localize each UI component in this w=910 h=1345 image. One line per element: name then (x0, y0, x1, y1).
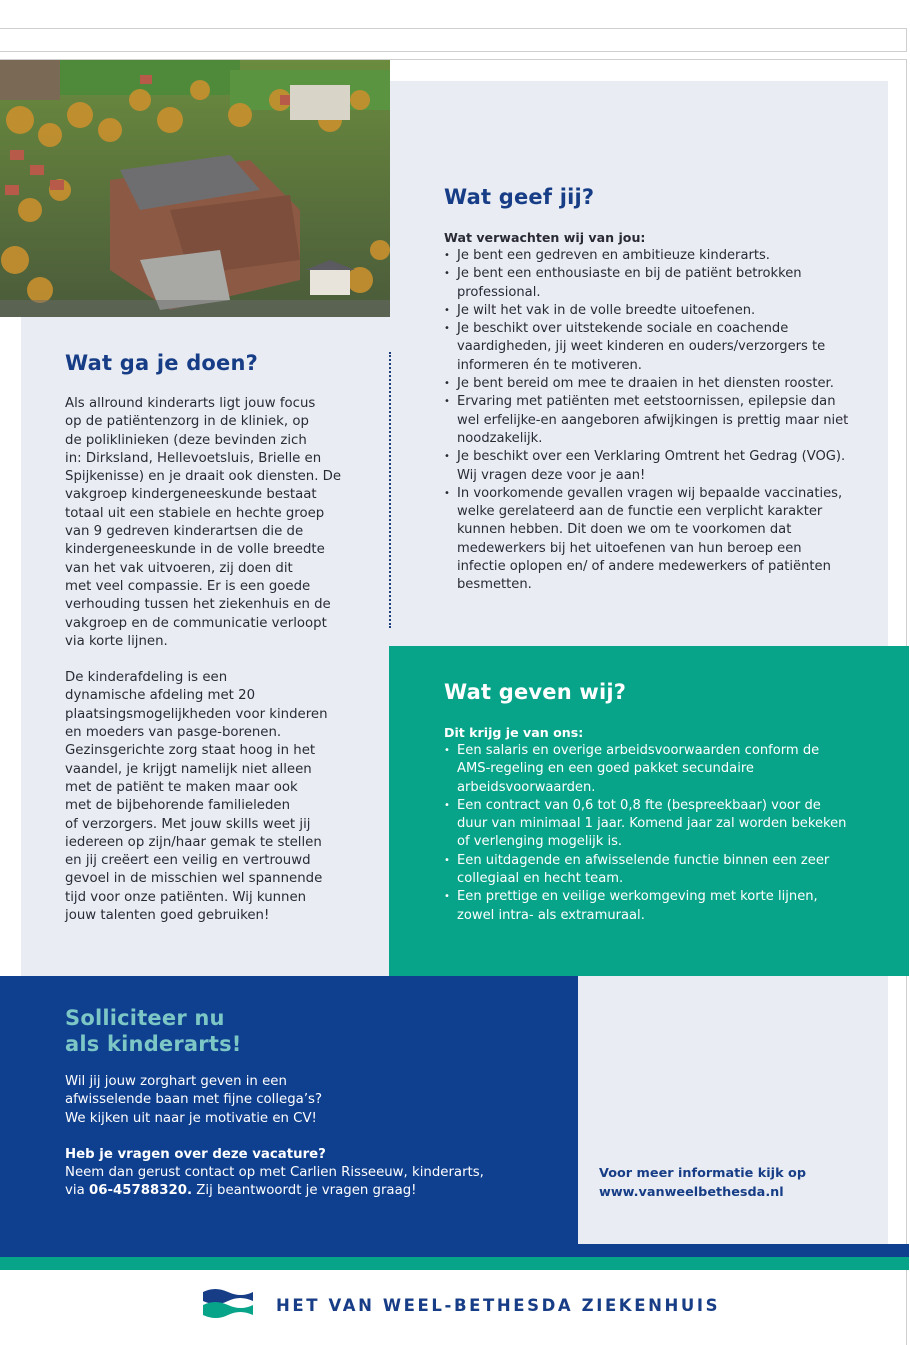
footer-stripe-blue (0, 1244, 909, 1257)
list-item: • Ervaring met patiënten met eetstoornissen, epilepsie dan wel erfelijke-en aangeboren afwijkingen is prettig maar niet noodzakelijk. (444, 393, 854, 448)
questions-heading: Heb je vragen over deze vacature? (65, 1146, 326, 1162)
what-you-do-section (65, 351, 355, 925)
list-item: • Je bent een gedreven en ambitieuze kinderarts. (444, 247, 854, 265)
what-you-give-heading: Wat geef jij? (444, 185, 595, 209)
footer-stripe-green (0, 1257, 909, 1270)
contact-phone-number[interactable]: 06-45788320. (88, 1183, 193, 1199)
contact-phone-line (65, 1182, 545, 1200)
list-item: • Je bent een enthousiaste en bij de patiënt betrokken professional. (444, 265, 854, 302)
list-item: • Een salaris en overige arbeidsvoorwaarden conform de AMS-regeling en een goed pakket secundaire arbeidsvoorwaarden. (444, 742, 854, 797)
apply-heading-line-2: als kinderarts! (65, 1032, 242, 1056)
what-we-give-section (444, 680, 854, 925)
apply-heading-line-1: Solliciteer nu (65, 1006, 225, 1030)
aerial-photo-illustration (0, 60, 390, 317)
what-you-give-section (444, 185, 854, 595)
what-you-give-subtitle: Wat verwachten wij van jou: (444, 230, 646, 245)
contact-via-text: via (65, 1183, 89, 1199)
requirements-list (444, 247, 854, 595)
top-frame-bar (0, 28, 907, 52)
info-panel (578, 976, 888, 1244)
organization-name: HET VAN WEEL-BETHESDA ZIEKENHUIS (276, 1296, 721, 1315)
benefits-list (444, 742, 854, 925)
dotted-divider (389, 352, 391, 628)
apply-heading (65, 1005, 545, 1057)
list-item: • Een prettige en veilige werkomgeving met korte lijnen, zowel intra- als extramuraal. (444, 888, 854, 925)
list-item: • Een contract van 0,6 tot 0,8 fte (bespreekbaar) voor de duur van minimaal 1 jaar. Komend jaar zal worden bekeken of verlenging mogelijk is. (444, 797, 854, 852)
contact-line: Neem dan gerust contact op met Carlien Risseeuw, kinderarts, (65, 1165, 484, 1181)
apply-section (65, 1005, 545, 1201)
what-you-do-heading: Wat ga je doen? (65, 351, 259, 375)
apply-intro: Wil jij jouw zorghart geven in een afwisselende baan met fijne collega’s? We kijken uit naar je motivatie en CV! (65, 1074, 323, 1126)
list-item: • Je bent bereid om mee te draaien in het diensten rooster. (444, 375, 854, 393)
what-you-do-paragraph-2: De kinderafdeling is een dynamische afdeling met 20 plaatsingsmogelijkheden voor kinderen en moeders van pasge-borenen. Gezinsgerichte zorg staat hoog in het vaandel, je krijgt namelijk niet alleen met de patiënt te maken maar ook met de bijbehorende familieleden of verzorgers. Met jouw skills weet jij iedereen op zijn/haar gemak te stellen en jij creëert een veilig en vertrouwd gevoel in de misschien wel spannende tijd voor onze patiënten. Wij kunnen jouw talenten goed gebruiken! (65, 670, 328, 924)
what-you-do-paragraph-1: Als allround kinderarts ligt jouw focus op de patiëntenzorg in de kliniek, op de poliklinieken (deze bevinden zich in: Dirksland, Hellevoetsluis, Brielle en Spijkenisse) en je draait ook diensten. De vakgroep kindergeneeskunde bestaat totaal uit een stabiele en hechte groep van 9 gedreven kinderartsen die de kindergeneeskunde in de volle breedte van het vak uitvoeren, zij doen dit met veel compassie. Er is een goede verhouding tussen het ziekenhuis en de vakgroep en de communicatie verloopt via korte lijnen. (65, 396, 342, 649)
website-link[interactable]: www.vanweelbethesda.nl (599, 1185, 784, 1200)
list-item: • Je beschikt over een Verklaring Omtrent het Gedrag (VOG). Wij vragen deze voor je aan! (444, 448, 854, 485)
waves-logo-icon (203, 1289, 253, 1323)
list-item: • Een uitdagende en afwisselende functie binnen een zeer collegiaal en hecht team. (444, 852, 854, 889)
hospital-aerial-photo (0, 60, 390, 317)
list-item: • Je wilt het vak in de volle breedte uitoefenen. (444, 302, 854, 320)
what-we-give-heading: Wat geven wij? (444, 680, 627, 704)
more-info-section (599, 1164, 879, 1202)
list-item: • In voorkomende gevallen vragen wij bepaalde vaccinaties, welke gerelateerd aan de functie een verplicht karakter kunnen hebben. Dit doen we om te voorkomen dat medewerkers bij het uitoefenen van hun beroep een infectie oplopen en/ of andere medewerkers of patiënten besmetten. (444, 485, 854, 595)
more-info-label: Voor meer informatie kijk op (599, 1166, 806, 1181)
list-item: • Je beschikt over uitstekende sociale en coachende vaardigheden, jij weet kinderen en ouders/verzorgers te informeren én te motiveren. (444, 320, 854, 375)
contact-end-text: Zij beantwoordt je vragen graag! (192, 1183, 417, 1199)
what-we-give-subtitle: Dit krijg je van ons: (444, 725, 584, 740)
